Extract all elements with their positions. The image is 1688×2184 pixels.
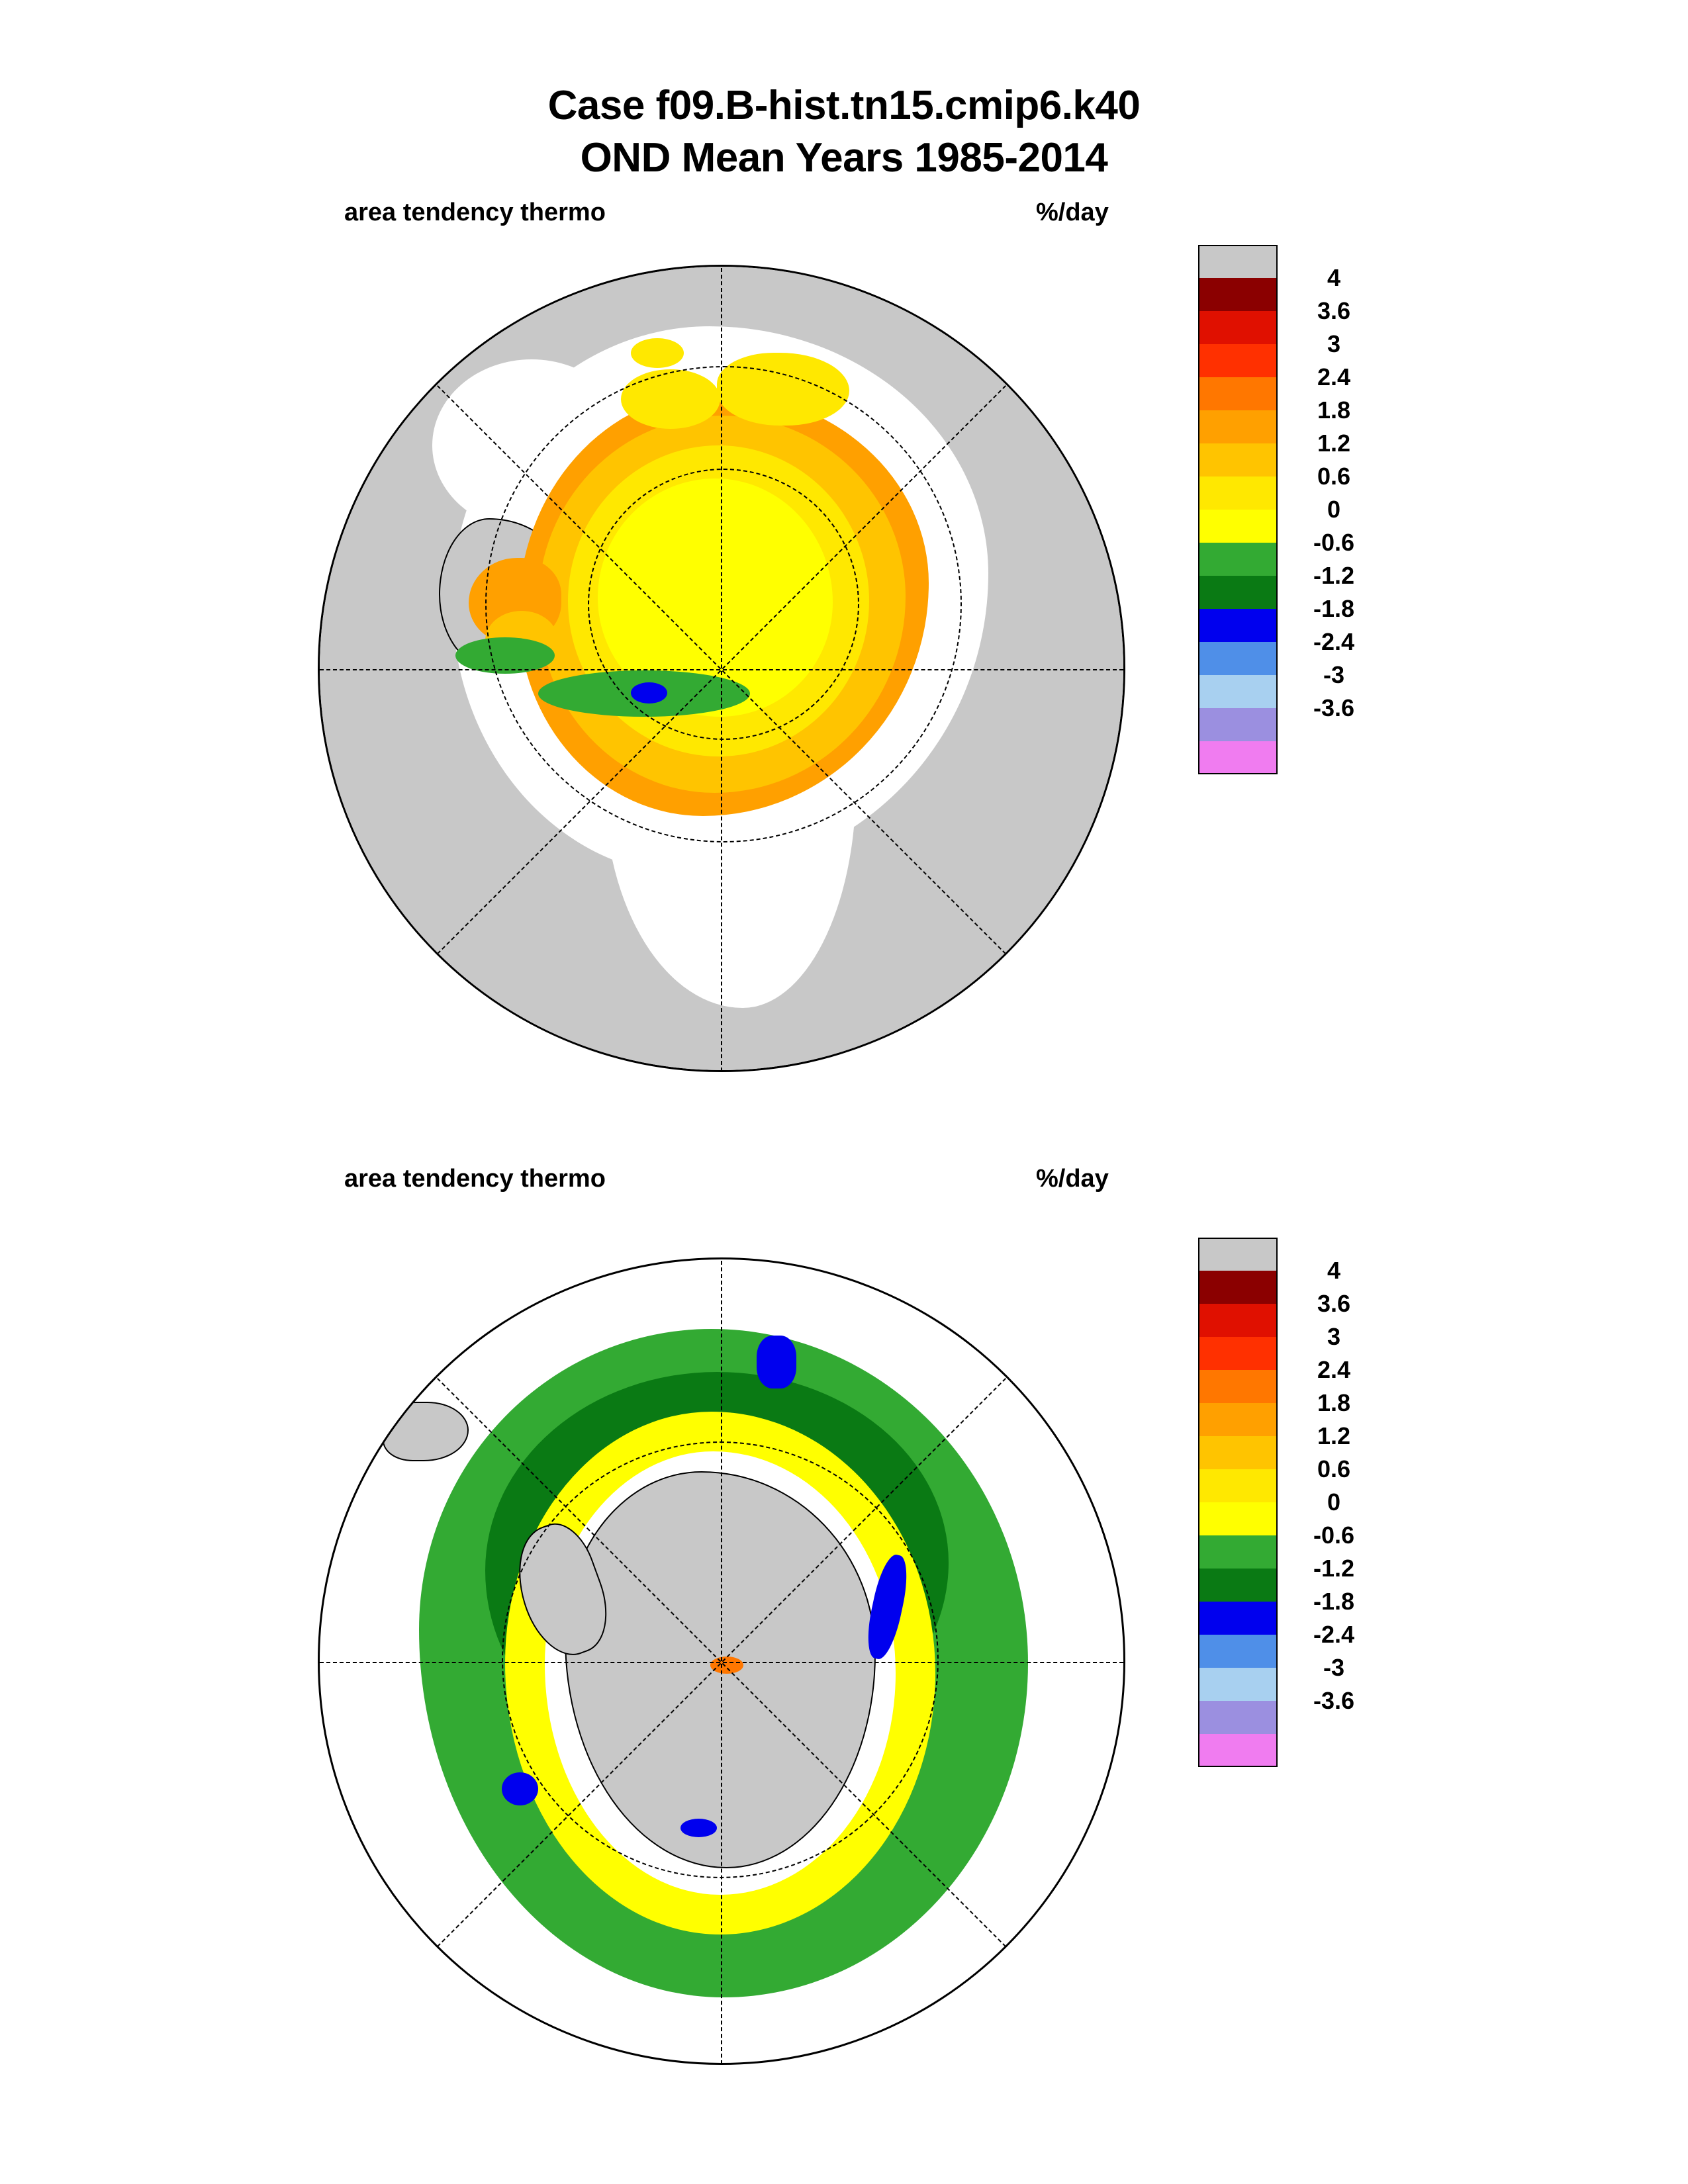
colorbar-1-swatch-4 (1198, 377, 1278, 410)
colorbar-2-tick-label: -1.8 (1313, 1588, 1355, 1615)
negative-cell-ross (502, 1772, 538, 1805)
colorbar-1-swatch-11 (1198, 609, 1278, 642)
colorbar-2-tick-label: 0.6 (1317, 1455, 1351, 1482)
panel-2-variable-label: area tendency thermo (344, 1165, 606, 1193)
colorbar-1-tick-label: 3.6 (1317, 297, 1351, 324)
colorbar-2-cells (1198, 1238, 1355, 1767)
colorbar-1-swatch-5 (1198, 410, 1278, 443)
colorbar-2-swatch-4 (1198, 1370, 1278, 1403)
colorbar-1-tick-label: -1.2 (1313, 562, 1355, 589)
colorbar-1-swatch-9 (1198, 543, 1278, 576)
colorbar-2-swatch-3 (1198, 1337, 1278, 1370)
colorbar-1-swatch-13 (1198, 675, 1278, 708)
antarctic-map (285, 1238, 1145, 2098)
colorbar-2-tick-label: -1.2 (1313, 1555, 1355, 1582)
colorbar-2-swatch-14 (1198, 1701, 1278, 1734)
colorbar-2-tick-label: 3 (1327, 1323, 1341, 1350)
colorbar-2-tick-label: -3 (1323, 1654, 1344, 1681)
arctic-map (285, 245, 1145, 1105)
colorbar-1-tick-label: 0 (1327, 496, 1341, 523)
colorbar-1-swatch-3 (1198, 344, 1278, 377)
colorbar-2-swatch-7 (1198, 1469, 1278, 1502)
colorbar-1-tick-label: 2.4 (1317, 363, 1351, 390)
colorbar-1-tick-label: 3 (1327, 330, 1341, 357)
colorbar-1-tick-label: -3 (1323, 661, 1344, 688)
antarctic-globe (318, 1257, 1125, 2065)
panel-2-header (0, 1165, 1192, 1205)
colorbar-2-swatch-8 (1198, 1502, 1278, 1535)
colorbar-2-swatch-13 (1198, 1668, 1278, 1701)
colorbar-1-swatch-0 (1198, 245, 1278, 278)
colorbar-2-swatch-10 (1198, 1569, 1278, 1602)
title-line-2: OND Mean Years 1985-2014 (580, 135, 1108, 181)
colorbar-2-swatch-5 (1198, 1403, 1278, 1436)
colorbar-1-tick-label: -1.8 (1313, 595, 1355, 622)
page-title (0, 79, 1688, 185)
colorbar-2-swatch-0 (1198, 1238, 1278, 1271)
colorbar-1-swatch-1 (1198, 278, 1278, 311)
title-line-1: Case f09.B-hist.tn15.cmip6.k40 (547, 83, 1141, 128)
panel-southern-hemisphere (0, 1165, 1688, 2158)
panel-1-variable-label: area tendency thermo (344, 199, 606, 226)
colorbar-1-swatch-8 (1198, 510, 1278, 543)
colorbar-2-swatch-1 (1198, 1271, 1278, 1304)
colorbar-1-tick-label: -2.4 (1313, 628, 1355, 655)
colorbar-panel-1 (1198, 245, 1355, 774)
colorbar-2-swatch-11 (1198, 1602, 1278, 1635)
positive-patch-small (631, 338, 684, 368)
colorbar-2-tick-label: -2.4 (1313, 1621, 1355, 1648)
colorbar-2-tick-label: 1.8 (1317, 1389, 1351, 1416)
colorbar-1-tick-label: 0.6 (1317, 463, 1351, 490)
colorbar-2-tick-label: -0.6 (1313, 1522, 1355, 1549)
colorbar-1-tick-label: 1.2 (1317, 430, 1351, 457)
colorbar-1-tick-label: 4 (1327, 264, 1341, 291)
colorbar-2-tick-label: 3.6 (1317, 1290, 1351, 1317)
panel-northern-hemisphere (0, 199, 1688, 1158)
colorbar-1-tick-label: 1.8 (1317, 396, 1351, 424)
colorbar-2-tick-label: 1.2 (1317, 1422, 1351, 1449)
colorbar-2-swatch-2 (1198, 1304, 1278, 1337)
colorbar-2-swatch-6 (1198, 1436, 1278, 1469)
latitude-circle-middle (485, 366, 962, 842)
colorbar-1-swatch-7 (1198, 477, 1278, 510)
colorbar-2-swatch-12 (1198, 1635, 1278, 1668)
colorbar-1-cells (1198, 245, 1355, 774)
panel-2-unit-label: %/day (1036, 1165, 1109, 1193)
colorbar-2-tick-label: 4 (1327, 1257, 1341, 1284)
colorbar-1-swatch-2 (1198, 311, 1278, 344)
panel-1-unit-label: %/day (1036, 199, 1109, 226)
colorbar-1-swatch-15 (1198, 741, 1278, 774)
colorbar-1-swatch-6 (1198, 443, 1278, 477)
panel-1-header (0, 199, 1192, 238)
colorbar-1-tick-label: -3.6 (1313, 694, 1355, 721)
south-america-tip (383, 1402, 469, 1461)
colorbar-1-swatch-14 (1198, 708, 1278, 741)
colorbar-2-tick-label: -3.6 (1313, 1687, 1355, 1714)
colorbar-1-tick-label: -0.6 (1313, 529, 1355, 556)
colorbar-2-swatch-15 (1198, 1734, 1278, 1767)
colorbar-2-tick-label: 0 (1327, 1488, 1341, 1516)
colorbar-1-swatch-12 (1198, 642, 1278, 675)
arctic-globe (318, 265, 1125, 1072)
colorbar-panel-2 (1198, 1238, 1355, 1767)
colorbar-2-tick-label: 2.4 (1317, 1356, 1351, 1383)
colorbar-1-swatch-10 (1198, 576, 1278, 609)
negative-cell-weddell (757, 1336, 796, 1388)
colorbar-2-swatch-9 (1198, 1535, 1278, 1569)
